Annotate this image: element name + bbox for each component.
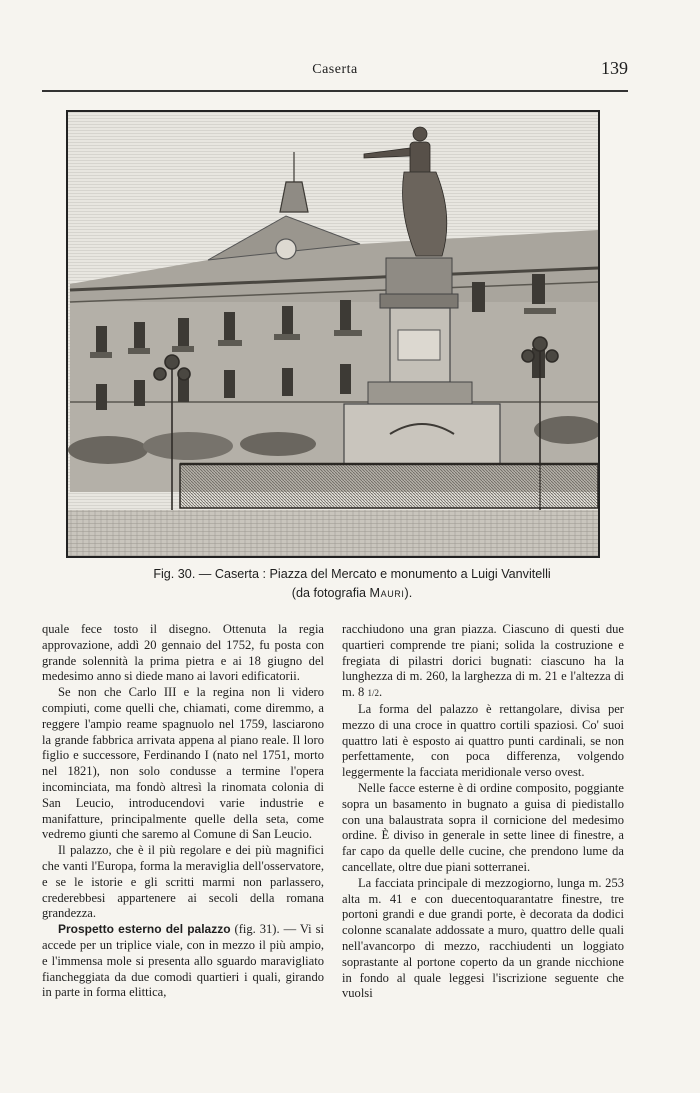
paragraph: La facciata principale di mezzogiorno, lunga m. 253 alta m. 41 e con duecentoquarantatre finestre, tre portoni grandi e due grandi porte, è decorata da dodici colonne scanalate addossate a muro, quattro delle quali nell'avancorpo di mezzo, racchiudenti un loggiato soprastante al portone coperto da un grande nicchione in fondo al quale leggesi l'iscrizione seguente che vuolsi <box>342 875 624 1001</box>
page-number: 139 <box>601 58 628 78</box>
paragraph-text: racchiudono una gran piazza. Ciascuno di questi due quartieri comprende tre piani; solida la costruzione e fregiata di pilastri dorici bugnati: ciascuno ha la lunghezza di m. 260, la larghezza di m. 21 e l'altezza di m. 8 <box>342 622 624 700</box>
photographer-name: Mauri <box>369 586 405 600</box>
paragraph: La forma del palazzo è rettangolare, divisa per mezzo di una croce in quattro cortili spaziosi. Co' suoi quattro lati è esposto ai quattro punti cardinali, se non perfettamente, con poca differenza, volgendo leggermente la facciata meridionale verso ovest. <box>342 701 624 780</box>
paragraph: quale fece tosto il disegno. Ottenuta la regia approvazione, addì 20 gennaio del 1752, fu posta con grande solennità la prima pietra e ai 18 giugno del medesimo anno si diede mano ai lavori edificatorii. <box>42 622 324 684</box>
fraction: 1/2 <box>367 688 379 699</box>
paragraph <box>42 922 324 1001</box>
running-header <box>42 56 628 86</box>
engraving-figure <box>66 110 600 558</box>
paragraph: Se non che Carlo III e la regina non li videro compiuti, come quelli che, chiamati, come diremmo, a reggere l'ampio reame spagnuolo nel 1759, lasciarono la grande fabbrica arrivata appena al piano reale. Il loro figlio e successore, Ferdinando I (nato nel 1751, morto nel 1821), non solo condusse a termine l'opera incominciata, ma fondò altresì la rinomata colonia di San Leucio, introducendovi varie industrie e manifatture, principalmente quelle della seta, come vedremo giunti che saremo al Comune di San Leucio. <box>42 685 324 842</box>
paragraph: Il palazzo, che è il più regolare e dei più magnifici che vanti l'Europa, forma la meraviglia dell'osservatore, e se le istorie e gli scritti marmi non parlassero, crederebbesi appartenere ai secoli della romana grandezza. <box>42 843 324 921</box>
paragraph-end: . <box>378 685 383 700</box>
header-rule <box>42 90 628 92</box>
paragraph: Nelle facce esterne è di ordine composito, poggiante sopra un basamento in bugnato a guisa di piedistallo con una balaustrata sopra il cornicione del medesimo ordine. È diviso in generale in sette linee di finestre, a far capo da quelle delle cucine, che prendono lume da cancellate, oltre due piani sotterranei. <box>342 780 624 874</box>
left-column <box>42 622 324 1001</box>
piazza-engraving-illustration <box>68 112 598 556</box>
paragraph-text: (fig. 31). — Vi si accede per un triplice viale, con in mezzo il più ampio, e l'immensa mole si presenta allo sguardo maravigliato fiancheggiata da due comodi quartieri i quali, girando in parte in forma elittica, <box>42 922 324 1000</box>
caption-source <box>42 584 662 603</box>
caption-source-prefix: (da fotografia <box>291 586 370 600</box>
right-column <box>342 622 624 1002</box>
paragraph <box>342 622 624 702</box>
figure-caption <box>42 565 662 603</box>
caption-title: Fig. 30. — Caserta : Piazza del Mercato e monumento a Luigi Vanvitelli <box>153 567 551 581</box>
section-heading: Prospetto esterno del palazzo <box>58 922 231 937</box>
running-title: Caserta <box>312 62 358 77</box>
caption-source-suffix: ). <box>404 586 413 600</box>
